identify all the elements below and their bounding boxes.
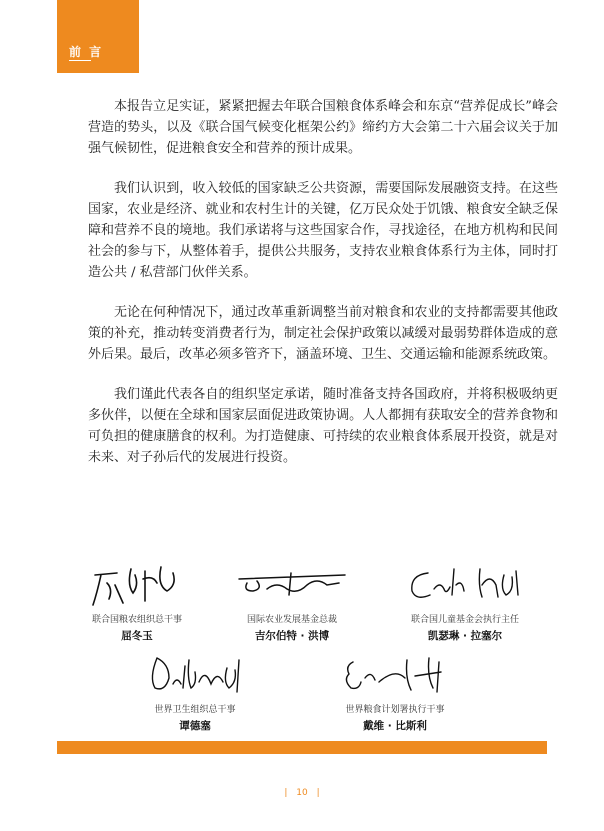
header-band: [57, 0, 139, 73]
handwritten-signature-fao: [87, 555, 187, 610]
signatory-name: 凯瑟琳 · 拉塞尔: [427, 630, 503, 642]
paragraph-3: 无论在何种情况下，通过改革重新调整当前对粮食和农业的支持都需要其他政策的补充，推动转变消费者行为，制定社会保护政策以减缓对最弱势群体造成的意外后果。最后，改革必须多管齐下，涵盖环境、卫生、交通运输和能源系统政策。: [88, 305, 558, 362]
paragraph-2: 我们认识到，收入较低的国家缺乏公共资源，需要国际发展融资支持。在这些国家，农业是经济、就业和农村生计的关键，亿万民众处于饥饿、粮食安全缺乏保障和营养不良的境地。我们承诺将与这些国家合作，寻找途径，在地方机构和民间社会的参与下，从整体着手，提供公共服务，支持农业粮食体系行为主体，同时打造公共 / 私营部门伙伴关系。: [88, 181, 558, 280]
paragraph-4: 我们谨此代表各自的组织坚定承诺，随时准备支持各国政府，并将积极吸纳更多伙伴，以便在全球和国家层面促进政策协调。人人都拥有获取安全的营养食物和可负担的健康膳食的权利。为打造健康、可持续的农业粮食体系展开投资，就是对未来、对子孙后代的发展进行投资。: [88, 387, 558, 465]
signatory-role: 国际农业发展基金总裁: [246, 615, 337, 625]
signatory-role: 世界卫生组织总干事: [154, 705, 236, 715]
signatory-role: 联合国粮农组织总干事: [91, 615, 182, 625]
handwritten-signature-wfp: [335, 648, 455, 700]
title-underline: [69, 60, 91, 61]
signature-block-fao: [62, 555, 212, 643]
signatory-role: 联合国儿童基金会执行主任: [410, 615, 519, 625]
page-number-footer: [0, 788, 604, 798]
signatory-role: 世界粮食计划署执行干事: [345, 705, 445, 715]
signatory-name: 谭德塞: [179, 720, 211, 732]
page-separator-left: |: [284, 788, 288, 798]
page-number: 10: [296, 788, 308, 798]
handwritten-signature-unicef: [400, 555, 530, 610]
signature-block-unicef: [385, 555, 545, 643]
paragraph-1: 本报告立足实证，紧紧把握去年联合国粮食体系峰会和东京“营养促成长”峰会营造的势头，以及《联合国气候变化框架公约》缔约方大会第二十六届会议关于加强气候韧性，促进粮食安全和营养的预计成果。: [88, 99, 558, 156]
signature-block-who: [120, 648, 270, 733]
signatory-name: 屈冬玉: [121, 630, 153, 642]
handwritten-signature-ifad: [227, 555, 357, 610]
signatory-name: 戴维 · 比斯利: [363, 720, 427, 732]
footer-accent-bar: [57, 741, 547, 754]
signature-block-ifad: [217, 555, 367, 643]
page-separator-right: |: [316, 788, 320, 798]
handwritten-signature-who: [135, 648, 255, 700]
signature-block-wfp: [315, 648, 475, 733]
section-title: 前 言: [69, 45, 104, 59]
signatory-name: 吉尔伯特 · 洪博: [254, 630, 330, 642]
foreword-body: [88, 96, 558, 487]
